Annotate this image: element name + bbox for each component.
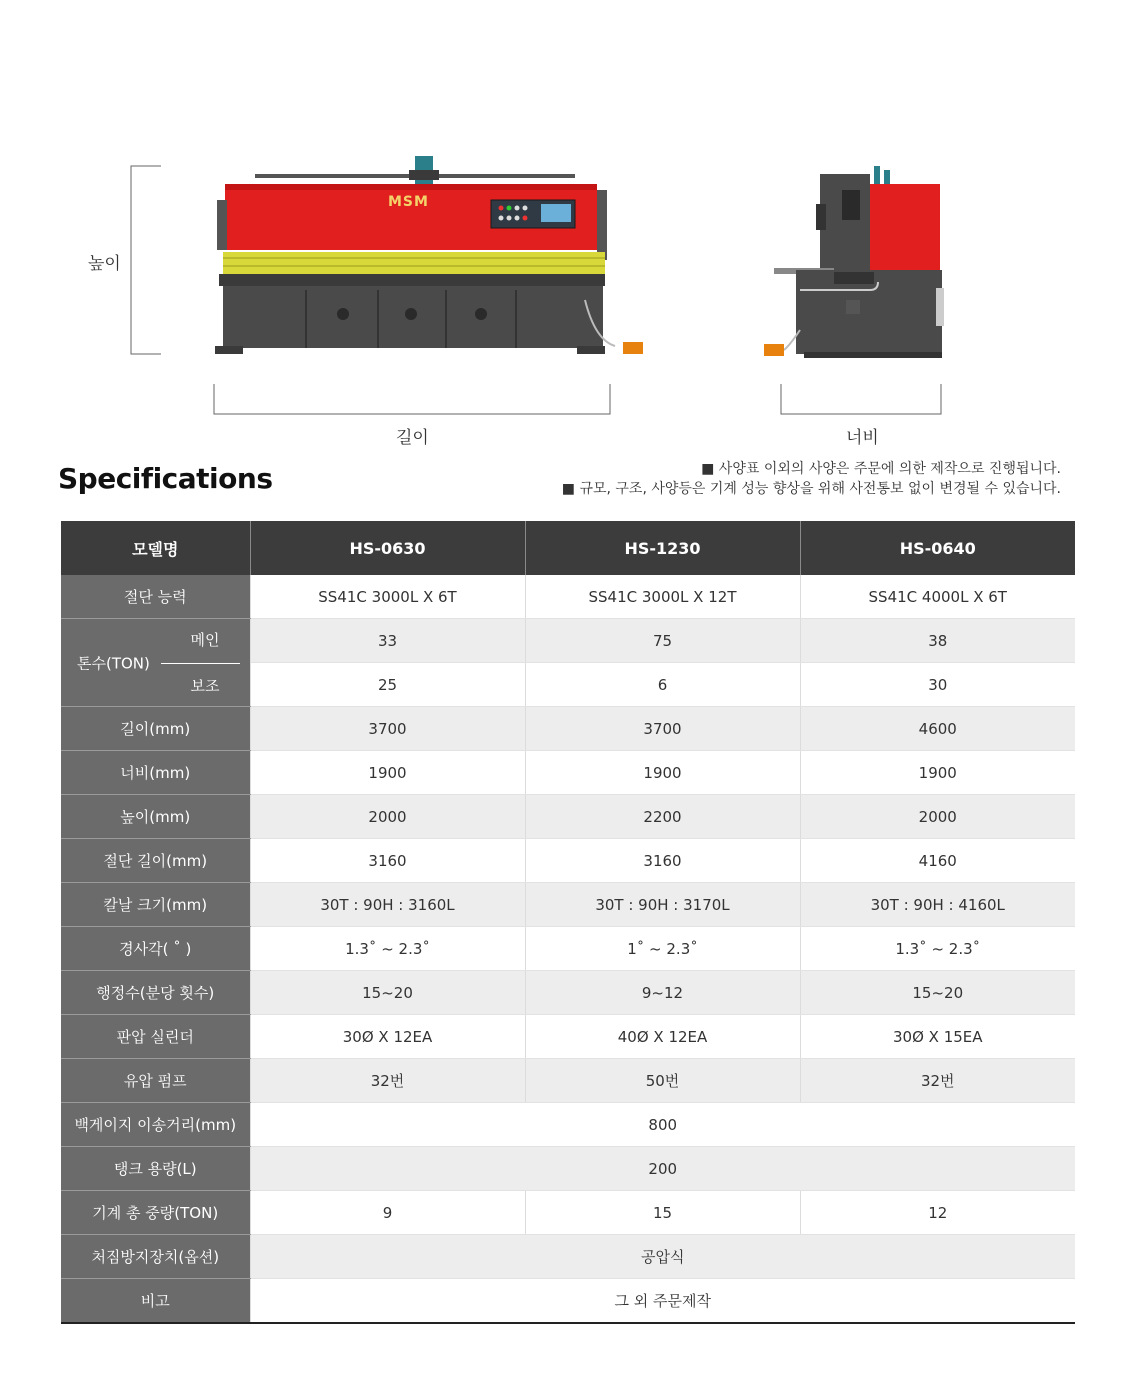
cell: 50번 [525, 1059, 800, 1103]
header-model: HS-1230 [525, 521, 800, 575]
cell: 공압식 [250, 1235, 1075, 1279]
cell: 40Ø X 12EA [525, 1015, 800, 1059]
note-item: ■ 사양표 이외의 사양은 주문에 의한 제작으로 진행됩니다. [562, 459, 1061, 479]
cell: 75 [525, 619, 800, 663]
cell: 30T : 90H : 4160L [800, 883, 1075, 927]
cell: 4160 [800, 839, 1075, 883]
header-model: HS-0640 [800, 521, 1075, 575]
cell: 3700 [525, 707, 800, 751]
table-row [61, 1147, 1075, 1191]
note-item: ■ 규모, 구조, 사양등은 기계 성능 향상을 위해 사전통보 없이 변경될 수 있습니다. [562, 479, 1061, 499]
cell: 30Ø X 12EA [250, 1015, 525, 1059]
row-label: 행정수(분당 횟수) [61, 971, 250, 1015]
row-label: 절단 길이(mm) [61, 839, 250, 883]
table-row [61, 707, 1075, 751]
cell: 38 [800, 619, 1075, 663]
row-label: 톤수(TON) [77, 654, 150, 672]
table-row [61, 883, 1075, 927]
table-row [61, 1103, 1075, 1147]
table-row [61, 751, 1075, 795]
row-label: 너비(mm) [61, 751, 250, 795]
cell: 15 [525, 1191, 800, 1235]
cell: 800 [250, 1103, 1075, 1147]
ton-label-cell [61, 619, 250, 707]
cell: 30Ø X 15EA [800, 1015, 1075, 1059]
ton-divider [161, 663, 240, 664]
length-label: 길이 [396, 428, 429, 448]
table-row [61, 619, 1075, 663]
row-label: 판압 실린더 [61, 1015, 250, 1059]
table-row [61, 575, 1075, 619]
row-label: 백게이지 이송거리(mm) [61, 1103, 250, 1147]
header-model-label: 모델명 [61, 521, 250, 575]
cell: 3160 [250, 839, 525, 883]
width-bracket [777, 382, 945, 418]
side-view-image [760, 160, 950, 365]
cell: 2000 [250, 795, 525, 839]
front-view-image [205, 150, 655, 365]
width-label: 너비 [846, 428, 879, 448]
cell: 33 [250, 619, 525, 663]
table-row [61, 795, 1075, 839]
cell: 15~20 [800, 971, 1075, 1015]
cell: SS41C 4000L X 6T [800, 575, 1075, 619]
cell: 3700 [250, 707, 525, 751]
cell: 9 [250, 1191, 525, 1235]
row-label: 길이(mm) [61, 707, 250, 751]
row-label: 비고 [61, 1279, 250, 1324]
height-label: 높이 [88, 254, 121, 274]
cell: 1900 [250, 751, 525, 795]
row-label: 경사각( ˚ ) [61, 927, 250, 971]
row-label: 칼날 크기(mm) [61, 883, 250, 927]
table-row [61, 1235, 1075, 1279]
machine-diagram [0, 0, 1125, 450]
cell: 30 [800, 663, 1075, 707]
table-row [61, 839, 1075, 883]
table-row [61, 1191, 1075, 1235]
length-bracket [210, 382, 615, 418]
table-row [61, 1015, 1075, 1059]
cell: 6 [525, 663, 800, 707]
cell: 그 외 주문제작 [250, 1279, 1075, 1324]
cell: 32번 [250, 1059, 525, 1103]
table-row [61, 927, 1075, 971]
cell: 15~20 [250, 971, 525, 1015]
cell: 30T : 90H : 3160L [250, 883, 525, 927]
cell: SS41C 3000L X 6T [250, 575, 525, 619]
ton-main-label: 메인 [190, 631, 220, 649]
specifications-title: Specifications [58, 462, 273, 495]
cell: 25 [250, 663, 525, 707]
header-model: HS-0630 [250, 521, 525, 575]
table-row [61, 1059, 1075, 1103]
cell: 2000 [800, 795, 1075, 839]
row-label: 처짐방지장치(옵션) [61, 1235, 250, 1279]
height-bracket [125, 160, 165, 360]
spec-table [61, 521, 1075, 1324]
cell: 4600 [800, 707, 1075, 751]
row-label: 기계 총 중량(TON) [61, 1191, 250, 1235]
cell: 12 [800, 1191, 1075, 1235]
row-label: 절단 능력 [61, 575, 250, 619]
row-label: 유압 펌프 [61, 1059, 250, 1103]
cell: 2200 [525, 795, 800, 839]
cell: SS41C 3000L X 12T [525, 575, 800, 619]
cell: 1900 [800, 751, 1075, 795]
cell: 32번 [800, 1059, 1075, 1103]
table-header-row [61, 521, 1075, 575]
cell: 200 [250, 1147, 1075, 1191]
cell: 9~12 [525, 971, 800, 1015]
table-row [61, 971, 1075, 1015]
cell: 30T : 90H : 3170L [525, 883, 800, 927]
brand-logo: MSM [388, 194, 429, 210]
cell: 3160 [525, 839, 800, 883]
cell: 1˚ ~ 2.3˚ [525, 927, 800, 971]
ton-sub-label: 보조 [190, 677, 220, 695]
spec-notes [562, 459, 1061, 499]
cell: 1.3˚ ~ 2.3˚ [250, 927, 525, 971]
cell: 1900 [525, 751, 800, 795]
cell: 1.3˚ ~ 2.3˚ [800, 927, 1075, 971]
row-label: 탱크 용량(L) [61, 1147, 250, 1191]
table-row [61, 1279, 1075, 1324]
row-label: 높이(mm) [61, 795, 250, 839]
